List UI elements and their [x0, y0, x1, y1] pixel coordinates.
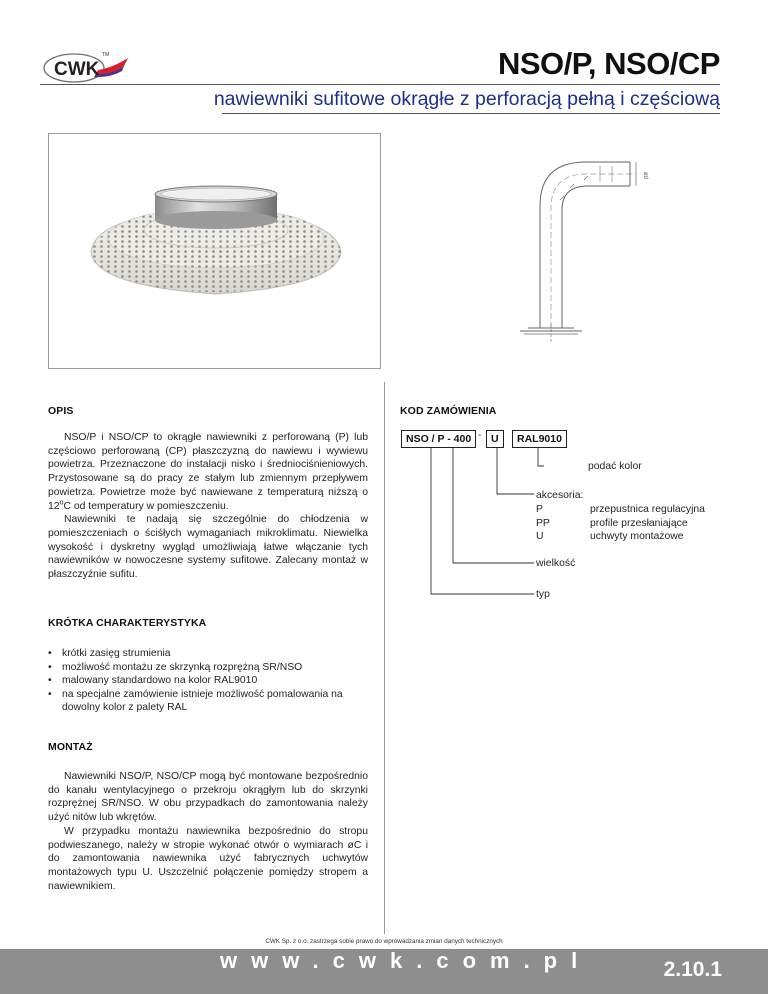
- order-code-main: NSO / P - 400: [401, 430, 476, 448]
- montaz-heading: MONTAŻ: [48, 741, 93, 753]
- duct-elbow-drawing: [500, 148, 650, 348]
- accessory-desc: uchwyty montażowe: [590, 531, 684, 542]
- subtitle-divider: [222, 113, 720, 114]
- round-diffuser-image: [49, 134, 380, 368]
- logo-tm: TM: [102, 52, 110, 58]
- accessory-desc: profile przesłaniające: [590, 517, 688, 529]
- diameter-label: ød: [642, 172, 648, 180]
- title-divider: [40, 84, 720, 85]
- accessory-code: PP: [536, 517, 550, 529]
- order-code-accessory: U: [486, 430, 504, 448]
- opis-paragraph-2: Nawiewniki te nadają się szczególnie do chłodzenia w pomieszczeniach o ściśłych wymaganiach mikroklimatu. Niewielka wysokość i dyskretny wygląd umożliwiają łatwe włączanie tych nawiewników w nowoczesne systemy sufitowe. Zalecany montaż w płaszczyźnie sufitu.: [48, 514, 368, 581]
- order-code-color: RAL9010: [512, 430, 567, 448]
- website-url[interactable]: www.cwk.com.pl: [220, 948, 592, 973]
- logo-text: CWK: [54, 59, 100, 80]
- features-list: [48, 647, 368, 715]
- technical-drawing: [500, 148, 650, 348]
- opis-paragraph-1: NSO/P i NSO/CP to okrągłe nawiewniki z perforowaną (P) lub częściowo perforowaną (CP) płaszczyzną do nawiewu i wywiewu powietrza. Przeznaczone do instalacji nisko i średniociśnieniowych. Przystosowane są do pracy ze stałym lub zmiennym przepływem powietrza. Powietrze może być nawiewane z temperaturą niższą o 12$^o$C od temperatury w pomieszczeniu.: [48, 432, 368, 512]
- list-item: • na specjalne zamówienie istnieje możliwość pomalowania na dowolny kolor z palety RAL: [48, 688, 368, 715]
- accessory-code: P: [536, 504, 543, 515]
- charakterystyka-heading: KRÓTKA CHARAKTERYSTYKA: [48, 617, 207, 629]
- cwk-logo: [40, 46, 136, 86]
- column-divider: [384, 382, 385, 934]
- montaz-paragraph-2: W przypadku montażu nawiewnika bezpośrednio do stropu podwieszanego, należy w stropie wykonać otwór o wymiarach øC i do zamontowania nawiewnika użyć fabrycznych uchwytów montażowych typu U. Uszczelnić połączenie pomiędzy stropem a nawiewnikiem.: [48, 825, 368, 892]
- list-item: • malowany standardowo na kolor RAL9010: [48, 674, 368, 688]
- order-code-dash: -: [478, 430, 482, 441]
- montaz-text: [48, 770, 368, 893]
- product-photo: [48, 133, 381, 369]
- size-label: wielkość: [536, 558, 576, 569]
- accessories-list: [536, 503, 705, 544]
- opis-heading: OPIS: [48, 405, 74, 417]
- cwk-logo-graphic: [40, 46, 136, 86]
- opis-text: [48, 431, 368, 582]
- accessory-row: [536, 517, 705, 531]
- accessory-row: [536, 503, 705, 517]
- list-item: • krótki zasięg strumienia: [48, 647, 368, 661]
- accessory-code: U: [536, 531, 544, 542]
- montaz-paragraph-1: Nawiewniki NSO/P, NSO/CP mogą być montowane bezpośrednio do kanału wentylacyjnego o przekroju okrągłym lub do skrzynki rozprężnej SR/NSO. W obu przypadkach do zamontowania należy użyć nitów lub wkrętów.: [48, 771, 368, 824]
- page-number: 2.10.1: [663, 958, 722, 981]
- color-label: podać kolor: [588, 461, 642, 472]
- list-item: • możliwość montażu ze skrzynką rozprężną SR/NSO: [48, 661, 368, 675]
- accessories-title: akcesoria:: [536, 490, 584, 501]
- page-title: NSO/P, NSO/CP: [497, 46, 720, 81]
- accessory-row: [536, 530, 705, 544]
- type-label: typ: [536, 589, 550, 600]
- kod-heading: KOD ZAMÓWIENIA: [400, 405, 497, 417]
- footer-disclaimer: CWK Sp. z o.o. zastrzega sobie prawo do wprowadzania zmian danych technicznych: [265, 938, 503, 945]
- accessory-desc: przepustnica regulacyjna: [590, 504, 705, 515]
- page-subtitle: nawiewniki sufitowe okrągłe z perforacją pełną i częściową: [213, 88, 720, 110]
